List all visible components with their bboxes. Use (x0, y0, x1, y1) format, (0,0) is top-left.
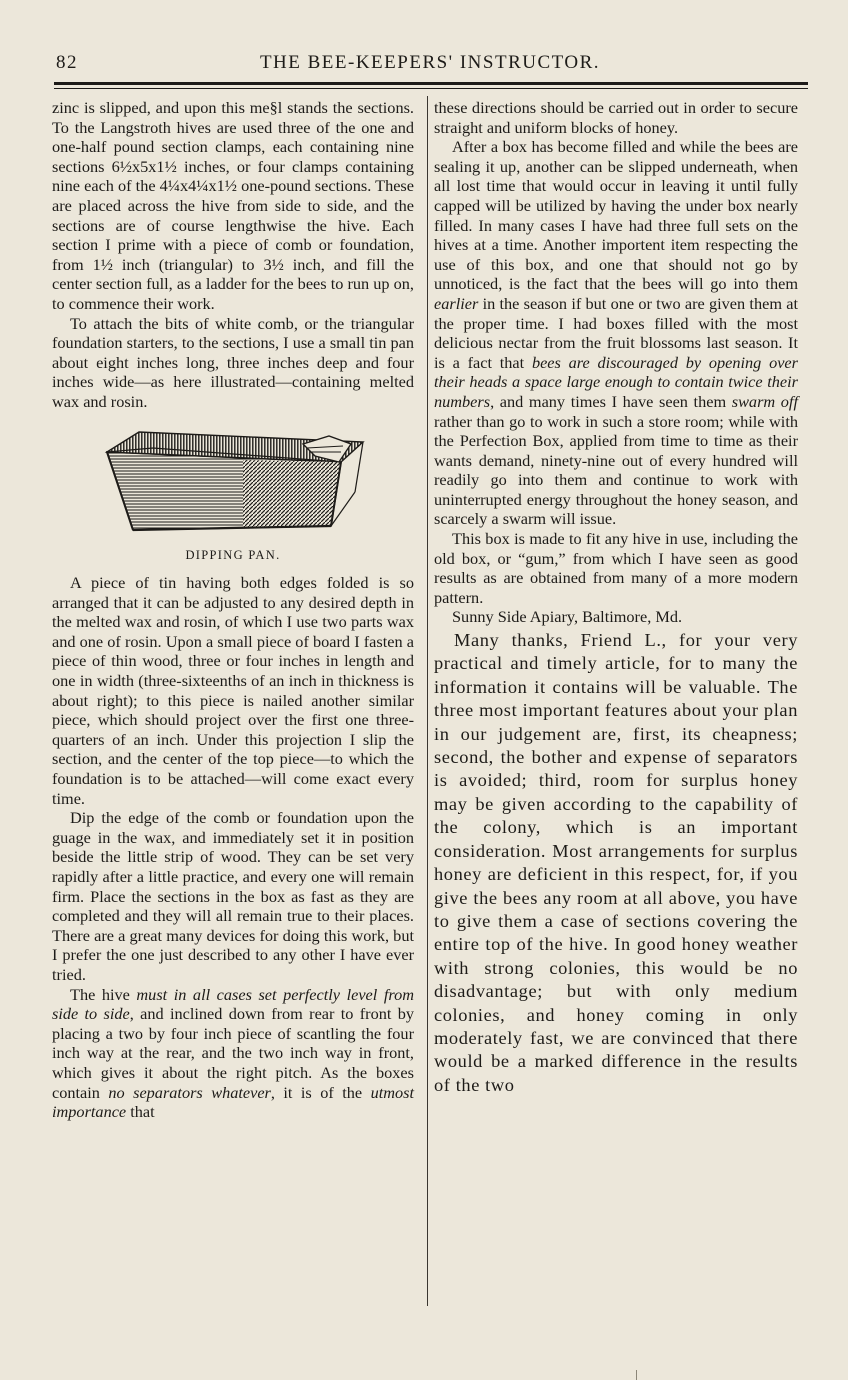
text-run: , it is of the (270, 1082, 371, 1102)
italic-run: swarm off (731, 391, 798, 411)
page-number: 82 (56, 52, 78, 73)
text-run: that (126, 1102, 155, 1122)
column-divider (427, 96, 428, 1306)
running-title: THE BEE-KEEPERS' INSTRUCTOR. (259, 52, 601, 73)
right-paragraph-1: these directions should be carried out in order to secure straight and uniform blocks of honey. (434, 98, 798, 137)
page-header (52, 48, 808, 78)
text-run: in the season if but one or two are given them at the proper time. I had boxes filled with the most delicious nectar from the fruit blossoms last season. It is a fact that (434, 293, 798, 372)
right-column (434, 98, 798, 1097)
italic-run: earlier (434, 293, 479, 313)
right-paragraph-3: This box is made to fit any hive in use, including the old box, or “gum,” from which I have seen as good results as are obtained from many of a more modern pattern. (434, 529, 798, 607)
text-run: After a box has become filled and while the bees are sealing it up, another can be slipped underneath, when all lost time that would occur in leaving it until fully capped will be utilized by having the under box nearly filled. In many cases I have had three full sets on the hives at a time. Another importent item respecting the use of this box, and one that should not go by unnoticed, is the fact that the bees will go into them (434, 137, 798, 294)
left-column (52, 98, 414, 1122)
italic-run: utmost importance (52, 1082, 414, 1122)
italic-run: must in all cases set perfectly level from side to side (52, 984, 414, 1024)
text-run: , and many times I have seen them (490, 391, 732, 411)
left-paragraph-1: zinc is slipped, and upon this me§l stands the sections. To the Langstroth hives are used three of the one and one-half pound section clamps, each containing nine sections 6½x5x1½ inches, or four clamps containing nine each of the 4¼x4¼x1½ one-pound sections. These are placed across the hive from side to side, and the sections are of course lengthwise the hive. Each section I prime with a piece of comb or foundation, from 1½ inch (triangular) to 3½ inch, and fill the center section full, as a ladder for the bees to run up on, to commence their work. (52, 98, 414, 313)
left-paragraph-5 (52, 985, 414, 1122)
bottom-mark (636, 1370, 637, 1380)
right-paragraph-2 (434, 137, 798, 529)
italic-run: bees are discouraged by opening over their heads a space large enough to contain twice their numbers (434, 352, 798, 411)
text-run: rather than go to work in such a store room; while with the Perfection Box, applied from time to time as their wants demand, ninety-nine out of every hundred will readily go into them and continue to work with uninterrupted energy throughout the honey season, and scarcely a swarm will issue. (434, 411, 798, 529)
editor-note: Many thanks, Friend L., for your very practical and timely article, for to many the information it contains will be valuable. The three most important features about your plan in our judgement are, first, its cheapness; second, the bother and expense of separators is avoided; third, room for surplus honey may be given according to the capability of the colony, which is an important consideration. Most arrangements for surplus honey are deficient in this respect, for, if you give the bees any room at all above, you have to give them a case of sections covering the entire top of the hive. In good honey weather with strong colonies, this would be no disadvantage; but with only medium colonies, and honey coming in only moderately fast, we are convinced that there would be a marked difference in the results of the two (434, 630, 798, 1095)
left-paragraph-4: Dip the edge of the comb or foundation upon the guage in the wax, and immediately set it in position beside the little strip of wood. They can be set very rapidly after a little practice, and every one will remain firm. Place the sections in the box as fast as they are completed and they will all remain true to their places. There are a great many devices for doing this work, but I prefer the one just described to any other I have ever tried. (52, 808, 414, 984)
left-paragraph-3: A piece of tin having both edges folded is so arranged that it can be adjusted to any desired depth in the melted wax and rosin, of which I use two parts wax and one of rosin. Upon a small piece of board I fasten a piece of thin wood, three or four inches in length and one in width (three-sixteenths of an inch in thickness is about right); to this piece is nailed another similar piece, which should project over the first one three-quarters of an inch. Under this projection I slip the section, and the center of the top piece—to which the foundation is to be attached—will come exact every time. (52, 573, 414, 808)
text-run: , and inclined down from rear to front by placing a two by four inch piece of scantling the four inch way at the rear, and the two inch way in front, which gives it about the right pitch. As the boxes contain (52, 1004, 414, 1102)
dipping-pan-illustration (52, 422, 414, 540)
header-rule-thin (54, 88, 808, 89)
text-run: The hive (70, 984, 137, 1004)
author-signature: Sunny Side Apiary, Baltimore, Md. (452, 607, 683, 627)
header-rule-thick (54, 82, 808, 85)
dipping-pan-engraving (93, 422, 373, 540)
figure-caption: DIPPING PAN. (185, 547, 281, 562)
italic-run: no separators whatever (108, 1082, 271, 1102)
left-paragraph-2: To attach the bits of white comb, or the triangular foundation starters, to the sections, I use a small tin pan about eight inches long, three inches deep and four inches wide—as here illustrated—containing melted wax and rosin. (52, 313, 414, 411)
